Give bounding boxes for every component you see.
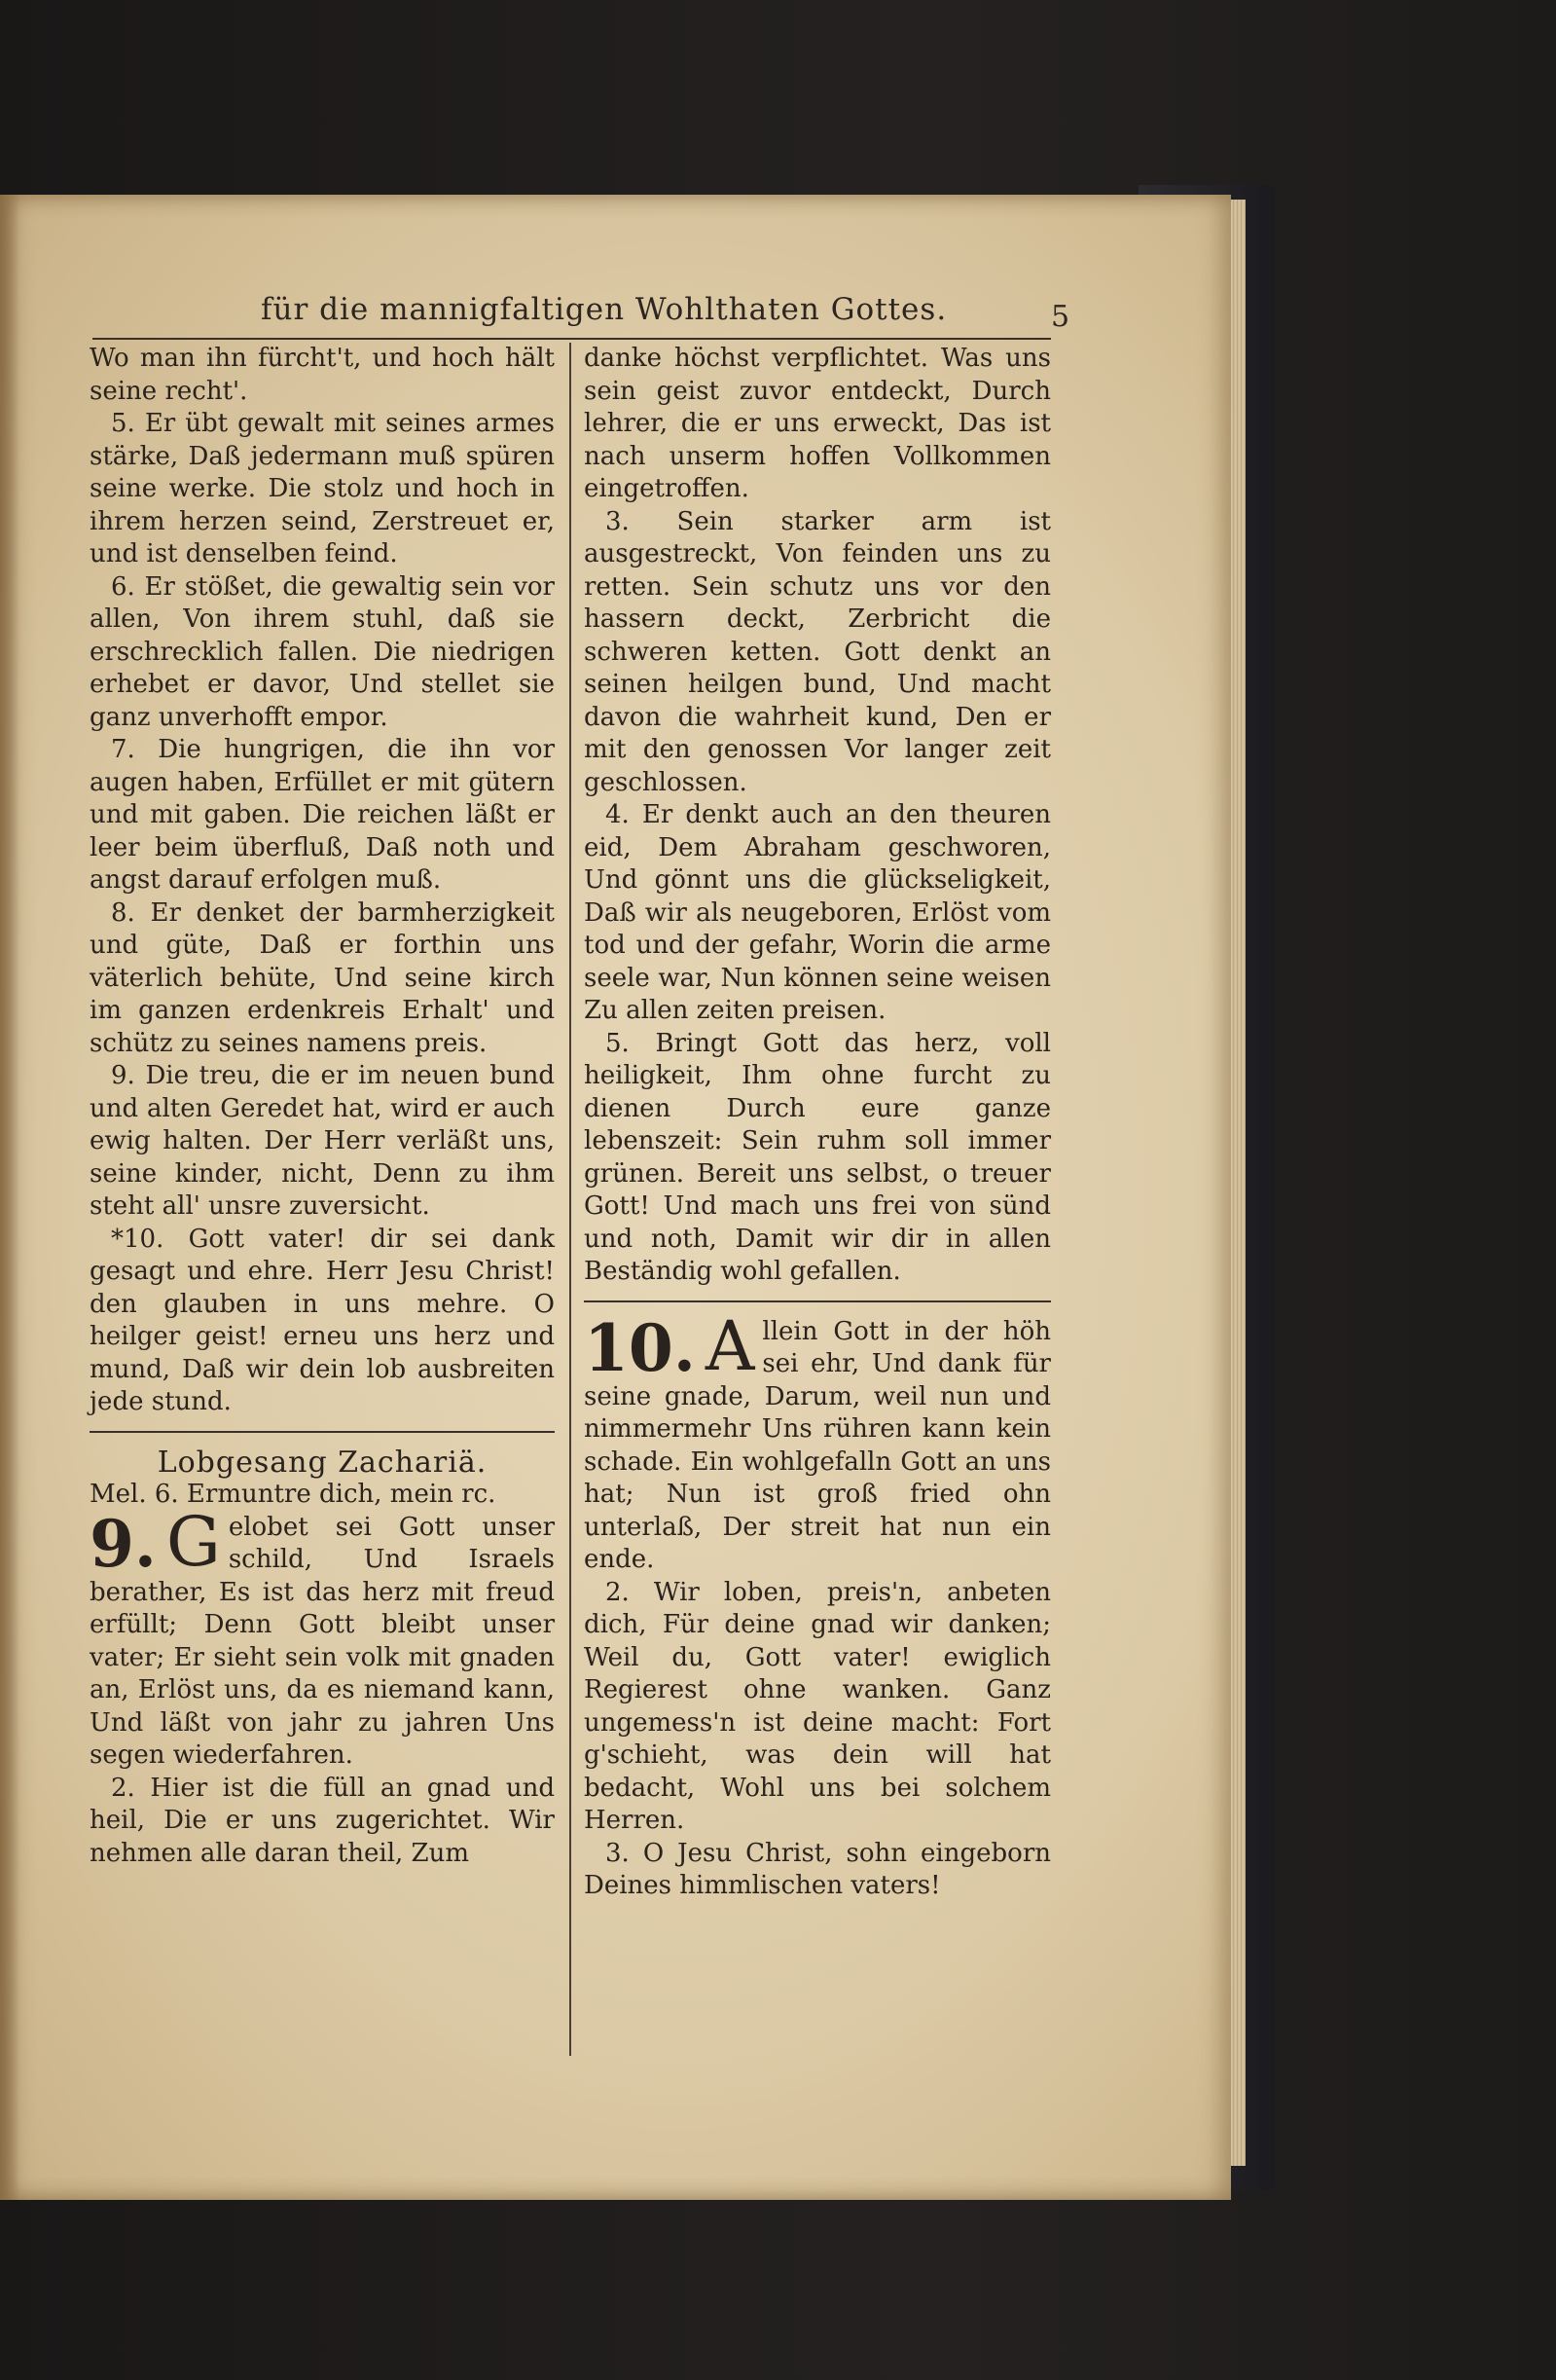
hymn-first-stanza xyxy=(584,1305,1051,1577)
hymn-title: Lobgesang Zachariä. xyxy=(157,1445,488,1480)
hymn-first-stanza xyxy=(90,1501,555,1773)
left-column xyxy=(90,343,555,1870)
stanza-text: llein Gott in der höh sei ehr, Und dank für seine gnade, Darum, weil nun und nimmermehr Uns rühren kann kein schade. Ein wohlgefalln Gott an uns hat; Nun ist groß fried ohn unterlaß, Der streit hat nun ein ende. xyxy=(584,1316,1051,1574)
stanza-paragraph: 3. O Jesu Christ, sohn eingeborn Deines himmlischen vaters! xyxy=(584,1838,1051,1900)
stanza-paragraph: 5. Er übt gewalt mit seines armes stärke, Daß jedermann muß spüren seine werke. Die stolz und hoch in ihrem herzen seind, Zerstreuet er, und ist denselben feind. xyxy=(90,409,555,568)
right-column xyxy=(584,343,1051,1903)
stanza-text: elobet sei Gott unser schild, Und Israels berather, Es ist das herz mit freud erfüllt; Denn Gott bleibt unser vater; Er sieht sein volk mit gnaden an, Erlöst uns, da es niemand kann, Und läßt von jahr zu jahren Uns segen wiederfahren. xyxy=(90,1512,555,1770)
section-rule xyxy=(90,1431,555,1433)
melody-line: Mel. 6. Ermuntre dich, mein rc. xyxy=(90,1480,496,1509)
stanza-paragraph: 9. Die treu, die er im neuen bund und alten Geredet hat, wird er auch ewig halten. Der Herr verläßt uns, seine kinder, nicht, Denn zu ihm steht all' unsre zuversicht. xyxy=(90,1061,555,1221)
drop-cap-initial: G xyxy=(165,1501,221,1582)
stanza-paragraph: 4. Er denkt auch an den theuren eid, Dem Abraham geschworen, Und gönnt uns die glückseligkeit, Daß wir als neugeboren, Erlöst vom tod und der gefahr, Worin die arme seele war, Nun können seine weisen Zu allen zeiten preisen. xyxy=(584,800,1051,1025)
page-gutter-shadow xyxy=(0,195,19,2200)
section-rule xyxy=(584,1300,1051,1302)
stanza-paragraph: 3. Sein starker arm ist ausgestreckt, Von feinden uns zu retten. Sein schutz uns vor den hassern deckt, Zerbricht die schweren ketten. Gott denkt an seinen heilgen bund, Und macht davon die wahrheit kund, Den er mit den genossen Vor langer zeit geschlossen. xyxy=(584,506,1051,797)
stanza-paragraph: 5. Bringt Gott das herz, voll heiligkeit, Ihm ohne furcht zu dienen Durch eure ganze lebenszeit: Sein ruhm soll immer grünen. Bereit uns selbst, o treuer Gott! Und mach uns frei von sünd und noth, Damit wir dir in allen Beständig wohl gefallen. xyxy=(584,1028,1051,1286)
stanza-paragraph: 2. Hier ist die füll an gnad und heil, Die er uns zugerichtet. Wir nehmen alle daran theil, Zum xyxy=(90,1773,555,1868)
stanza-paragraph: Wo man ihn fürcht't, und hoch hält seine recht'. xyxy=(90,344,555,406)
column-divider xyxy=(569,343,571,2056)
stanza-paragraph: danke höchst verpflichtet. Was uns sein geist zuvor entdeckt, Durch lehrer, die er uns erweckt, Das ist nach unserm hoffen Vollkommen eingetroffen. xyxy=(584,344,1051,503)
page-number: 5 xyxy=(1051,300,1070,334)
drop-cap-initial: A xyxy=(705,1305,755,1386)
header-rule xyxy=(92,338,1051,340)
hymn-number: 9. xyxy=(90,1505,157,1582)
stanza-paragraph: *10. Gott vater! dir sei dank gesagt und ehre. Herr Jesu Christ! den glauben in uns mehre. O heilger geist! erneu uns herz und mund, Daß wir dein lob ausbreiten jede stund. xyxy=(90,1224,555,1416)
stanza-paragraph: 6. Er stößet, die gewaltig sein vor allen, Von ihrem stuhl, daß sie erschrecklich fallen. Die niedrigen erhebet er davor, Und stellet sie ganz unverhofft empor. xyxy=(90,571,555,732)
running-title: für die mannigfaltigen Wohlthaten Gottes. xyxy=(261,292,948,327)
stanza-paragraph: 8. Er denket der barmherzigkeit und güte, Daß er forthin uns väterlich behüte, Und seine kirch im ganzen erdenkreis Erhalt' und schütz zu seines namens preis. xyxy=(90,897,555,1058)
stanza-paragraph: 2. Wir loben, preis'n, anbeten dich, Für deine gnad wir danken; Weil du, Gott vater! ewiglich Regierest ohne wanken. Ganz ungemess'n ist deine macht: Fort g'schieht, was dein will hat bedacht, Wohl uns bei solchem Herren. xyxy=(584,1577,1051,1835)
hymn-number: 10. xyxy=(584,1309,696,1386)
stanza-paragraph: 7. Die hungrigen, die ihn vor augen haben, Erfüllet er mit gütern und mit gaben. Die reichen läßt er leer beim überfluß, Daß noth und angst darauf erfolgen muß. xyxy=(90,735,555,895)
